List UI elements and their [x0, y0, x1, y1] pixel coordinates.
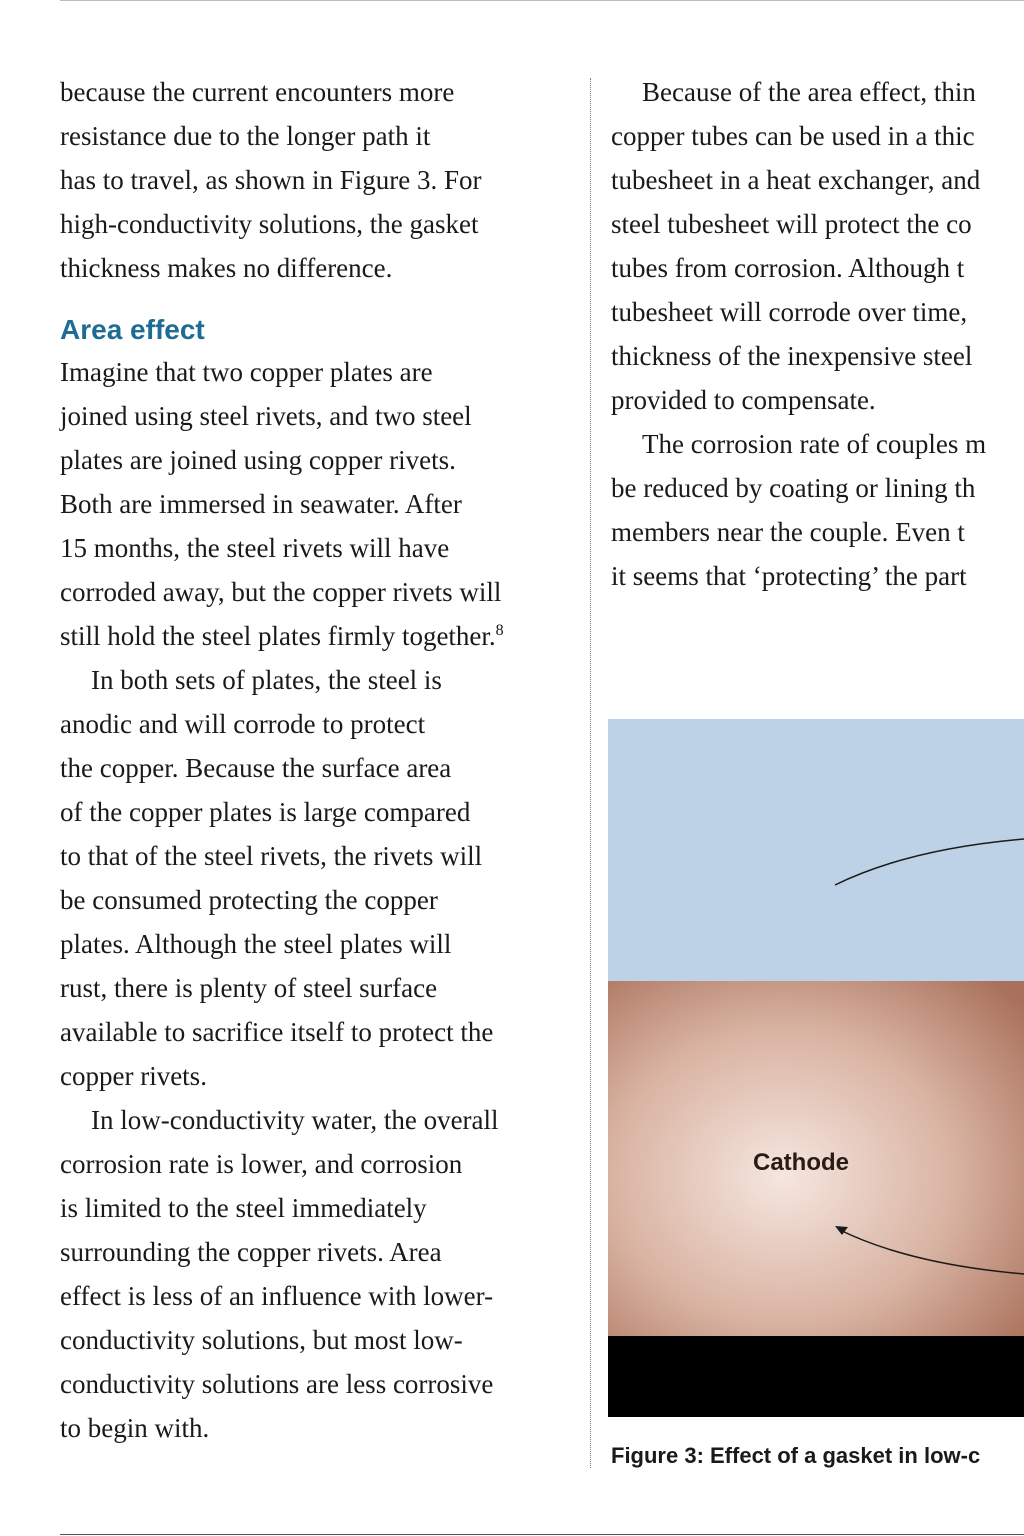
- top-rule: [60, 0, 1024, 1]
- text-line: resistance due to the longer path it: [60, 121, 431, 151]
- text-line: corroded away, but the copper rivets will: [60, 577, 502, 607]
- text-line: copper rivets.: [60, 1061, 207, 1091]
- text-line: the copper. Because the surface area: [60, 753, 452, 783]
- text-line: be consumed protecting the copper: [60, 885, 438, 915]
- text-line: effect is less of an influence with lower-: [60, 1281, 494, 1311]
- text-line: thickness of the inexpensive steel: [611, 341, 973, 371]
- column-divider: [590, 78, 591, 1468]
- text-line: it seems that ‘protecting’ the part: [611, 561, 967, 591]
- text-line: tubesheet in a heat exchanger, and: [611, 165, 981, 195]
- text-line: conductivity solutions, but most low-: [60, 1325, 463, 1355]
- gasket-region: [608, 1336, 1024, 1417]
- text-line: be reduced by coating or lining th: [611, 473, 976, 503]
- text-line: to begin with.: [60, 1413, 210, 1443]
- text-line: The corrosion rate of couples m: [642, 429, 987, 459]
- text-line: tubesheet will corrode over time,: [611, 297, 968, 327]
- bottom-rule: [60, 1534, 1024, 1535]
- text-line: provided to compensate.: [611, 385, 876, 415]
- text-line: members near the couple. Even t: [611, 517, 965, 547]
- text-line: has to travel, as shown in Figure 3. For: [60, 165, 482, 195]
- text-line: plates. Although the steel plates will: [60, 929, 452, 959]
- right-paragraph-2: [611, 422, 1024, 598]
- reference-superscript: 8: [495, 622, 504, 639]
- text-line: surrounding the copper rivets. Area: [60, 1237, 442, 1267]
- text-line: 15 months, the steel rivets will have: [60, 533, 450, 563]
- area-effect-paragraph-3: [60, 1098, 580, 1450]
- text-line: copper tubes can be used in a thic: [611, 121, 975, 151]
- text-line: anodic and will corrode to protect: [60, 709, 426, 739]
- figure-caption: Figure 3: Effect of a gasket in low-c: [611, 1443, 981, 1468]
- text-line: corrosion rate is lower, and corrosion: [60, 1149, 463, 1179]
- text-line: because the current encounters more: [60, 77, 455, 107]
- text-line: Imagine that two copper plates are: [60, 357, 433, 387]
- text-line: plates are joined using copper rivets.: [60, 445, 456, 475]
- section-heading-area-effect: Area effect: [60, 314, 205, 345]
- text-line: Both are immersed in seawater. After: [60, 489, 462, 519]
- right-column: [611, 70, 1024, 598]
- text-line: still hold the steel plates firmly together.: [60, 621, 496, 651]
- right-paragraph-1: [611, 70, 1024, 422]
- text-line: is limited to the steel immediately: [60, 1193, 427, 1223]
- figure-3: [608, 719, 1024, 1417]
- cathode-label: Cathode: [753, 1149, 849, 1176]
- water-region: [608, 719, 1024, 981]
- text-line: thickness makes no difference.: [60, 253, 393, 283]
- figure-illustration: [608, 719, 1024, 1417]
- text-line: conductivity solutions are less corrosive: [60, 1369, 494, 1399]
- text-line: steel tubesheet will protect the co: [611, 209, 972, 239]
- text-line: joined using steel rivets, and two steel: [60, 401, 472, 431]
- area-effect-paragraph-1: [60, 350, 580, 658]
- left-column: [60, 70, 580, 1450]
- intro-paragraph: [60, 70, 580, 290]
- text-line: available to sacrifice itself to protect the: [60, 1017, 494, 1047]
- text-line: In both sets of plates, the steel is: [91, 665, 442, 695]
- text-line: rust, there is plenty of steel surface: [60, 973, 438, 1003]
- text-line: tubes from corrosion. Although t: [611, 253, 965, 283]
- text-line: high-conductivity solutions, the gasket: [60, 209, 479, 239]
- text-line: of the copper plates is large compared: [60, 797, 471, 827]
- text-line: In low-conductivity water, the overall: [91, 1105, 499, 1135]
- text-line: Because of the area effect, thin: [642, 77, 976, 107]
- text-line: to that of the steel rivets, the rivets will: [60, 841, 483, 871]
- text-line-with-ref: [60, 614, 580, 658]
- area-effect-paragraph-2: [60, 658, 580, 1098]
